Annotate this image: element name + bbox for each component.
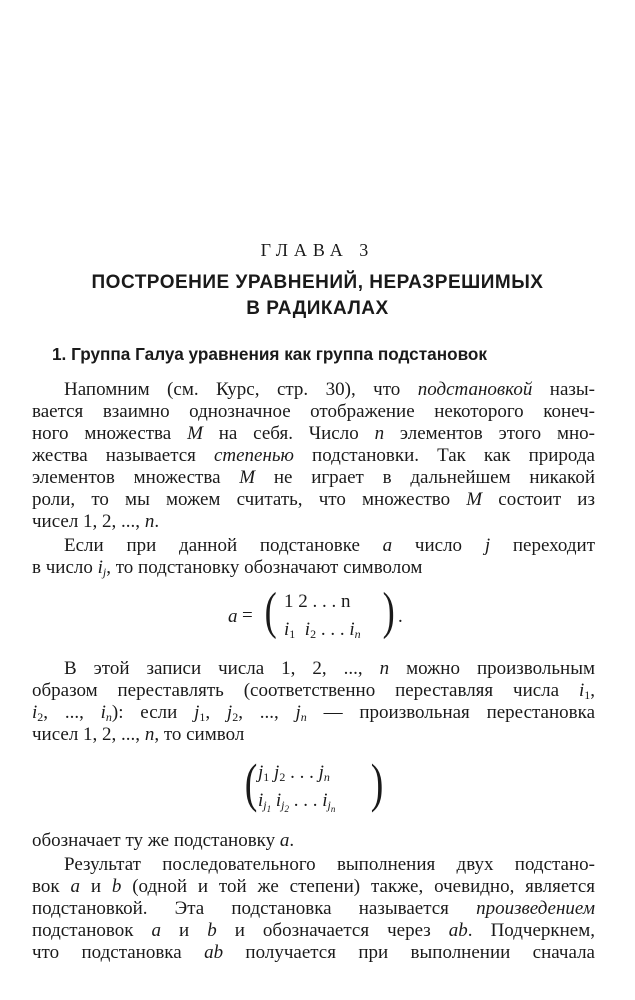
text-line: Результат последовательного выполнения двух подстано- bbox=[64, 854, 595, 875]
text-line: роли, то мы можем считать, что множество M состоит из bbox=[32, 489, 595, 510]
text-line: вается взаимно однозначное отображение некоторого конеч- bbox=[32, 401, 595, 422]
substitution-formula: a = ( 1 2 . . . n $i_1$ $i_2$ . . . $i_n$ ) . bbox=[228, 583, 403, 641]
text-line: обозначает ту же подстановку a. bbox=[32, 830, 295, 851]
text-line: вок a и b (одной и той же степени) также, очевидно, является bbox=[32, 876, 596, 897]
left-paren: ( bbox=[264, 583, 277, 640]
matrix-bottom-row: $i_1$ $i_2$ . . . $i_n$ bbox=[284, 619, 361, 641]
text-line: чисел 1, 2, ..., n, то символ bbox=[32, 724, 245, 745]
matrix-top-row: 1 2 . . . n bbox=[284, 591, 351, 612]
text-line: подстановок a и b и обозначается через ab. Подчеркнем, bbox=[32, 920, 596, 941]
chapter-title-line-2: В РАДИКАЛАХ bbox=[246, 298, 389, 319]
right-paren: ) bbox=[382, 583, 395, 640]
text-line: элементов множества M не играет в дальнейшем никакой bbox=[32, 467, 595, 488]
text-line: $i_2$, ..., $i_n$): если $j_1$, $j_2$, ..., $j_n$ — произвольная перестановка bbox=[32, 702, 596, 724]
text-line: ного множества M на себя. Число n элементов этого мно- bbox=[32, 423, 595, 444]
text-line: что подстановка ab получается при выполнении сначала bbox=[32, 942, 595, 963]
chapter-heading: ГЛАВА 3 bbox=[260, 240, 375, 260]
text-line: В этой записи числа 1, 2, ..., n можно произвольным bbox=[64, 658, 595, 679]
left-paren: ( bbox=[244, 753, 258, 813]
matrix-top-row: $j_1$ $j_2$ . . . $j_n$ bbox=[258, 762, 330, 784]
text-line: Напомним (см. Курс, стр. 30), что подстановкой назы- bbox=[64, 379, 595, 400]
text-line: жества называется степенью подстановки. Так как природа bbox=[32, 445, 595, 466]
matrix-bottom-row: $i_{j_1}$ $i_{j_2}$ . . . $i_{j_n}$ bbox=[258, 790, 336, 814]
section-heading: 1. Группа Галуа уравнения как группа подстановок bbox=[52, 344, 488, 364]
text-line: чисел 1, 2, ..., n. bbox=[32, 511, 160, 532]
permutation-symbol bbox=[242, 753, 392, 820]
text-line: образом переставлять (соответственно переставляя числа $i_1$, bbox=[32, 680, 595, 702]
text-line: в число $i_j$, то подстановку обозначают символом bbox=[32, 557, 423, 579]
text-line: подстановкой. Эта подстановка называется произведением bbox=[32, 898, 595, 919]
right-paren: ) bbox=[370, 753, 384, 813]
text-line: Если при данной подстановке a число j переходит bbox=[64, 535, 596, 556]
chapter-title-line-1: ПОСТРОЕНИЕ УРАВНЕНИЙ, НЕРАЗРЕШИМЫХ bbox=[91, 272, 544, 293]
